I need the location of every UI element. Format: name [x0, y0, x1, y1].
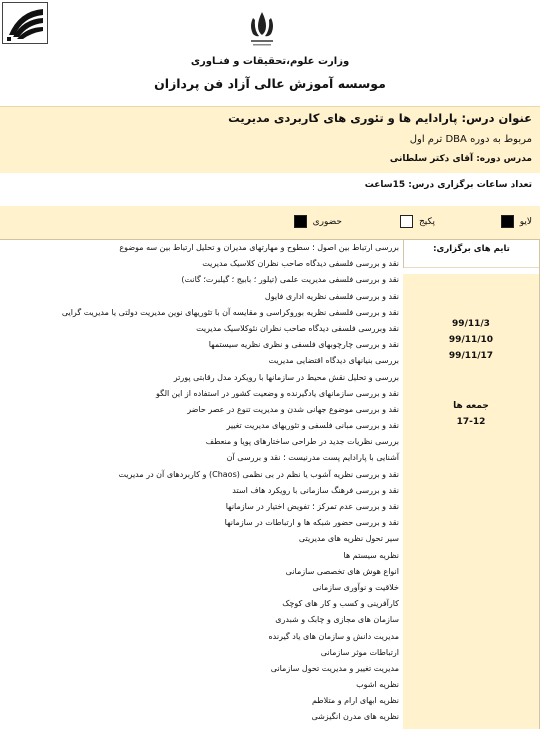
schedule-gap: [403, 268, 539, 274]
topic-item: خلاقیت و نوآوری سازمانی: [312, 582, 399, 592]
schedule-column: [403, 240, 540, 729]
session-date: 99/11/17: [448, 351, 494, 361]
topic-item: نظریه سیستم ها: [343, 550, 399, 560]
mode-package-label: پکیج: [418, 216, 435, 227]
course-title-line: [228, 111, 532, 125]
course-section: [0, 106, 540, 151]
topic-item: نقد و بررسی فلسفی مدیریت علمی (تیلور ؛ بابیج ؛ گیلبرت؛ گانت): [181, 275, 399, 285]
topic-item: نقد و بررسی موضوع جهانی شدن و مدیریت تنوع در عصر حاضر: [187, 404, 399, 414]
mode-package[interactable]: [400, 215, 435, 228]
document-header: [0, 0, 540, 106]
hours-value: 15ساعت: [364, 180, 406, 190]
ministry-name: وزارت علوم،تحقیقات و فنـاوری: [190, 56, 350, 67]
topic-item: مدیریت دانش و سازمان های یاد گیرنده: [268, 631, 399, 641]
course-title: پارادایم ها و تئوری های کاربردی مدیریت: [228, 111, 458, 125]
teacher-name: آقای دکتر سلطانی: [389, 154, 474, 164]
topic-item: نقد وبررسی فلسفی دیدگاه صاحب نظران نئوکلاسیک مدیریت: [196, 323, 399, 333]
topic-item: کارآفرینی و کسب و کار های کوچک: [282, 599, 399, 609]
topic-item: نقد و بررسی فرهنگ سازمانی با رویکرد هاف استد: [232, 485, 399, 495]
topic-item: مدیریت تغییر و مدیریت تحول سازمانی: [270, 663, 399, 673]
schedule-header: تایم های برگزاری:: [404, 240, 539, 268]
topic-item: نقد و بررسی مبانی فلسفی و تئوریهای مدیریت تغییر: [226, 421, 399, 431]
schedule-body: [403, 268, 539, 729]
session-date: 99/11/10: [448, 335, 494, 345]
topic-item: بررسی ارتباط بین اصول ؛ سطوح و مهارتهای مدیران و تحلیل ارتباط بین سه موضوع: [119, 243, 399, 252]
hours-label: تعداد ساعات برگزاری درس:: [408, 180, 532, 190]
topic-item: بررسی نظریات جدید در طراحی ساختارهای پویا و منعطف: [205, 437, 399, 447]
iran-emblem-icon: [247, 10, 277, 50]
topic-item: نقد و بررسی سازمانهای یادگیرنده و وضعیت کشور در استفاده از این الگو: [156, 388, 399, 398]
topic-item: نقد و بررسی عدم تمرکز ؛ تفویض اختیار در سازمانها: [225, 502, 399, 511]
hours-section: [0, 173, 540, 206]
topic-item: نقد و بررسی نظریه آشوب یا نظم در بی نظمی (Chaos) و کاربردهای آن در مدیریت: [118, 469, 399, 479]
session-time: 17-12: [456, 417, 486, 427]
topic-item: نقد و بررسی فلسفی نظریه بوروکراسی و مقایسه آن با تئوریهای نوین مدیریت دولتی یا مدیریت گرایی: [61, 307, 399, 317]
topic-item: نقد و بررسی چارچوبهای فلسفی و نظری نظریه سیستمها: [208, 340, 399, 350]
live-checkbox[interactable]: [501, 215, 514, 228]
topic-item: نظریه اشوب: [356, 680, 399, 690]
topic-item: نقد و بررسی فلسفی دیدگاه صاحب نظران کلاسیک مدیریت: [202, 259, 399, 269]
mode-in-person[interactable]: [294, 215, 342, 228]
topic-item: سیر تحول نظریه های مدیریتی: [298, 534, 399, 544]
institute-logo: [2, 2, 48, 44]
topic-item: ارتباطات موثر سازمانی: [320, 647, 399, 657]
topic-item: بررسی و تحلیل نقش محیط در سازمانها با رویکرد مدل رقابتی پورتر: [173, 372, 399, 382]
delivery-mode-section: [0, 206, 540, 239]
course-program: مربوط به دوره DBA ترم اول: [409, 134, 532, 145]
topic-item: انواع هوش های تخصصی سازمانی: [285, 566, 399, 576]
teacher-label: مدرس دوره:: [476, 154, 532, 164]
topic-item: نظریه ابهای ارام و متلاطم: [311, 696, 399, 706]
topic-item: بررسی بنیانهای دیدگاه اقتضایی مدیریت: [268, 356, 399, 366]
topic-item: نقد و بررسی حضور شبکه ها و ارتباطات در سازمانها: [224, 518, 399, 528]
mode-in-person-label: حضوری: [312, 216, 342, 227]
session-date: 99/11/3: [452, 319, 490, 329]
institute-name: موسسه آموزش عالی آزاد فن پردازان: [154, 76, 386, 91]
mode-live[interactable]: [501, 215, 532, 228]
topics-list: [0, 240, 403, 729]
topic-item: آشنایی با پارادایم پست مدرنیست ؛ نقد و بررسی آن: [226, 453, 399, 463]
hours-line: [365, 180, 532, 190]
topic-item: نقد و بررسی فلسفی نظریه اداری فایول: [264, 291, 399, 301]
in-person-checkbox[interactable]: [294, 215, 307, 228]
topic-item: سازمان های مجازی و چابک و شبدری: [275, 615, 399, 625]
course-title-label: عنوان درس:: [461, 111, 532, 125]
session-day: جمعه ها: [453, 401, 489, 411]
schedule-table: [0, 239, 540, 729]
topic-item: نظریه های مدرن انگیزشی: [311, 712, 399, 722]
package-checkbox[interactable]: [400, 215, 413, 228]
schedule-dates: [403, 316, 539, 364]
mode-live-label: لایو: [519, 216, 532, 227]
schedule-days: [403, 398, 539, 430]
teacher-line: [390, 154, 532, 164]
teacher-section: [0, 151, 540, 173]
